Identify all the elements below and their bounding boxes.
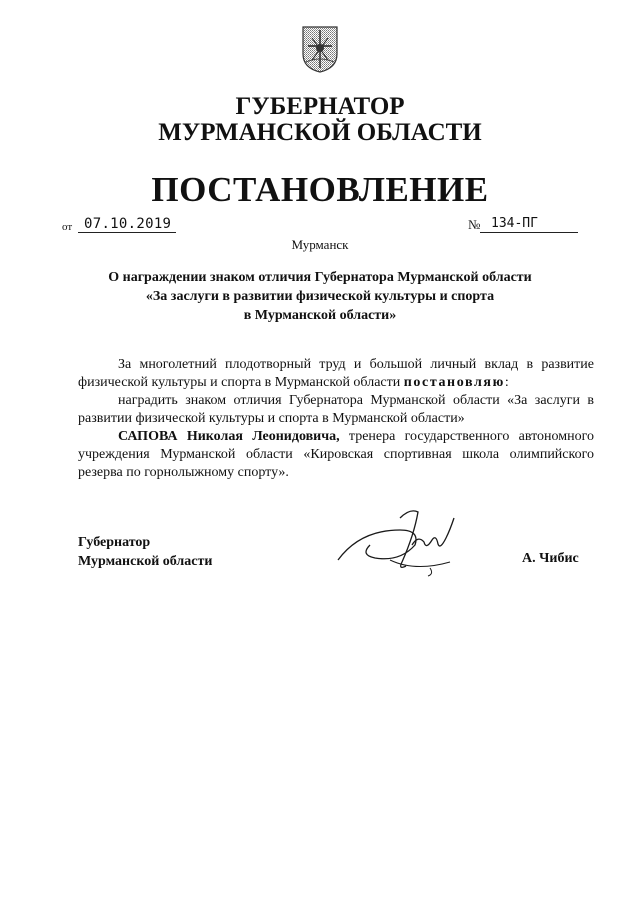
subject-line-3: в Мурманской области» [243, 308, 397, 323]
number-prefix: № [468, 217, 481, 232]
document-type-title: ПОСТАНОВЛЕНИЕ [151, 170, 489, 209]
issuing-authority [0, 94, 640, 146]
document-number: 134-ПГ [491, 216, 538, 231]
subject-line-1: О награждении знаком отличия Губернатора Мурманской области [108, 270, 532, 285]
body-paragraph-3 [78, 428, 594, 482]
signatory-title-line-2: Мурманской области [78, 554, 213, 569]
p1-end: : [504, 375, 509, 390]
document-subject [85, 268, 555, 325]
signatory-title-line-1: Губернатор [78, 535, 151, 550]
body-paragraph-1 [78, 356, 594, 392]
p2-text: наградить знаком отличия Губернатора Мурманской области «За заслуги в развитии физической культуры и спорта в Мурманской области» [78, 393, 594, 426]
document-date: 07.10.2019 [84, 216, 172, 232]
awardee-name: САПОВА Николая Леонидовича, [118, 429, 340, 444]
city: Мурманск [291, 237, 349, 252]
authority-line-1: ГУБЕРНАТОР [235, 93, 405, 120]
p3-text: тренера государственного автономного учреждения Мурманской области «Кировская спортивная школа олимпийского резерва по горнолыжному спорту». [78, 429, 595, 480]
p1-text: За многолетний плодотворный труд и большой личный вклад в развитие физической культуры и спорта в Мурманской области [78, 357, 594, 390]
date-prefix: от [62, 221, 73, 233]
decree-word: постановляю [403, 375, 505, 390]
coat-of-arms-icon [300, 24, 340, 74]
authority-line-2: МУРМАНСКОЙ ОБЛАСТИ [158, 119, 482, 146]
subject-line-2: «За заслуги в развитии физической культуры и спорта [145, 289, 495, 304]
body-paragraph-2 [78, 392, 594, 428]
signatory-title [78, 533, 212, 571]
handwritten-signature [330, 500, 480, 580]
signer-name: А. Чибис [522, 551, 579, 566]
